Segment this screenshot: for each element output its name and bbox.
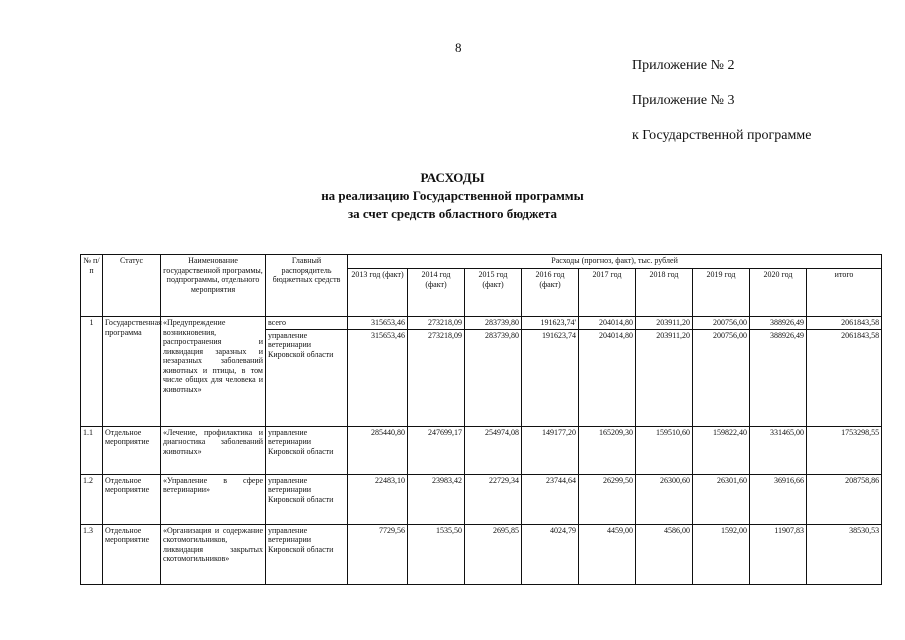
value-cell: 203911,20 (636, 329, 693, 426)
value-cell: 203911,20 (636, 317, 693, 330)
value-cell: 247699,17 (408, 426, 465, 474)
value-cell: 285440,80 (348, 426, 408, 474)
row-manager: управление ветеринарии Кировской области (266, 524, 348, 584)
value-cell: 273218,09 (408, 329, 465, 426)
value-cell: 283739,80 (465, 329, 522, 426)
doc-subtitle-1: на реализацию Государственной программы (321, 188, 584, 203)
row-name: «Управление в сфере ветеринарии» (161, 474, 266, 524)
value-cell: 191623,74' (522, 317, 579, 330)
value-cell: 315653,46 (348, 317, 408, 330)
value-cell: 7729,56 (348, 524, 408, 584)
header-num: № п/п (81, 255, 103, 317)
appendix-line-1: Приложение № 2 (632, 58, 735, 73)
row-num: 1.1 (81, 426, 103, 474)
value-cell: 4586,00 (636, 524, 693, 584)
value-cell: 23744,64 (522, 474, 579, 524)
value-cell: 2695,85 (465, 524, 522, 584)
row-name: «Лечение, профилактика и диагностика заболеваний животных» (161, 426, 266, 474)
value-cell: 36916,66 (750, 474, 807, 524)
header-year: 2019 год (693, 269, 750, 317)
value-cell: 159822,40 (693, 426, 750, 474)
doc-title: РАСХОДЫ (420, 170, 485, 185)
row-name: «Предупреждение возникновения, распространения и ликвидация заразных и незаразных заболеваний животных и птицы, в том числе общих для человека и животных» (161, 317, 266, 427)
row-status: Отдельное мероприятие (103, 426, 161, 474)
header-year: 2013 год (факт) (348, 269, 408, 317)
value-cell: 11907,83 (750, 524, 807, 584)
value-cell: 22483,10 (348, 474, 408, 524)
row-manager: управление ветеринарии Кировской области (266, 329, 348, 426)
row-status: Отдельное мероприятие (103, 474, 161, 524)
total-cell: 38530,53 (807, 524, 882, 584)
total-cell: 2061843,58 (807, 329, 882, 426)
value-cell: 283739,80 (465, 317, 522, 330)
total-cell: 208758,86 (807, 474, 882, 524)
table-row (81, 426, 882, 474)
value-cell: 273218,09 (408, 317, 465, 330)
header-year: 2018 год (636, 269, 693, 317)
value-cell: 331465,00 (750, 426, 807, 474)
value-cell: 165209,30 (579, 426, 636, 474)
table-row (81, 317, 882, 330)
header-total: итого (807, 269, 882, 317)
value-cell: 23983,42 (408, 474, 465, 524)
row-num: 1 (81, 317, 103, 427)
row-manager: всего (266, 317, 348, 330)
value-cell: 204014,80 (579, 329, 636, 426)
row-name: «Организация и содержание скотомогильников, ликвидация закрытых скотомогильников» (161, 524, 266, 584)
row-status: Отдельное мероприятие (103, 524, 161, 584)
expenses-table (80, 254, 882, 585)
value-cell: 388926,49 (750, 329, 807, 426)
value-cell: 388926,49 (750, 317, 807, 330)
header-year: 2015 год (факт) (465, 269, 522, 317)
appendix-line-3: к Государственной программе (632, 128, 812, 143)
table-row (81, 474, 882, 524)
header-name: Наименование государственной программы, подпрограммы, отдельного мероприятия (161, 255, 266, 317)
total-cell: 1753298,55 (807, 426, 882, 474)
header-year: 2017 год (579, 269, 636, 317)
header-year: 2016 год (факт) (522, 269, 579, 317)
row-num: 1.3 (81, 524, 103, 584)
value-cell: 4459,00 (579, 524, 636, 584)
value-cell: 315653,46 (348, 329, 408, 426)
value-cell: 200756,00 (693, 329, 750, 426)
value-cell: 26301,60 (693, 474, 750, 524)
value-cell: 149177,20 (522, 426, 579, 474)
table-header-row (81, 255, 882, 269)
value-cell: 200756,00 (693, 317, 750, 330)
value-cell: 254974,08 (465, 426, 522, 474)
row-manager: управление ветеринарии Кировской области (266, 474, 348, 524)
page-number: 8 (455, 40, 462, 55)
header-year: 2020 год (750, 269, 807, 317)
value-cell: 204014,80 (579, 317, 636, 330)
value-cell: 26299,50 (579, 474, 636, 524)
row-manager: управление ветеринарии Кировской области (266, 426, 348, 474)
total-cell: 2061843,58 (807, 317, 882, 330)
value-cell: 159510,60 (636, 426, 693, 474)
value-cell: 22729,34 (465, 474, 522, 524)
header-status: Статус (103, 255, 161, 317)
value-cell: 1535,50 (408, 524, 465, 584)
header-manager: Главный распорядитель бюджетных средств (266, 255, 348, 317)
header-year: 2014 год (факт) (408, 269, 465, 317)
value-cell: 4024,79 (522, 524, 579, 584)
appendix-line-2: Приложение № 3 (632, 93, 735, 108)
doc-subtitle-2: за счет средств областного бюджета (347, 206, 558, 221)
value-cell: 1592,00 (693, 524, 750, 584)
header-expenses: Расходы (прогноз, факт), тыс. рублей (348, 255, 882, 269)
value-cell: 26300,60 (636, 474, 693, 524)
row-status: Государственная программа (103, 317, 161, 427)
table-row (81, 524, 882, 584)
row-num: 1.2 (81, 474, 103, 524)
value-cell: 191623,74 (522, 329, 579, 426)
